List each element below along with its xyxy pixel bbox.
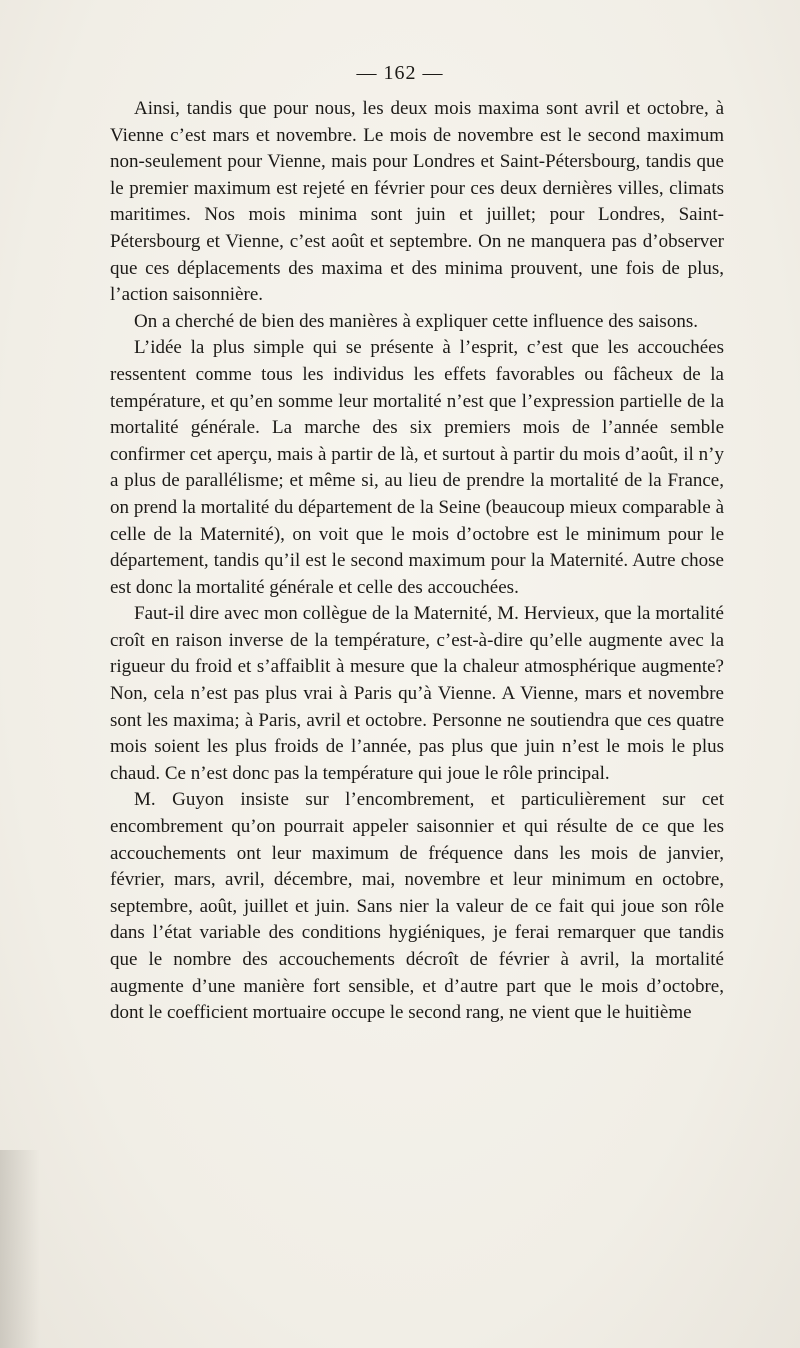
paragraph-3: L’idée la plus simple qui se présente à l’esprit, c’est que les accouchées ressentent comme tous les individus les effets favorables ou fâcheux de la température, et qu’en somme leur mortalité n’est que l’expression partielle de la mortalité générale. La marche des six premiers mois de l’année semble confirmer cet aperçu, mais à partir de là, et surtout à partir du mois d’août, il n’y a plus de parallélisme; et même si, au lieu de prendre la mortalité de la France, on prend la mortalité du département de la Seine (beaucoup mieux comparable à celle de la Maternité), on voit que le mois d’octobre est le minimum pour le département, tandis qu’il est le second maximum pour la Maternité. Autre chose est donc la mortalité générale et celle des accouchées. — [110, 337, 724, 598]
paragraph-5: M. Guyon insiste sur l’encombrement, et particulièrement sur cet encombrement qu’on pourrait appeler saisonnier et qui résulte de ce que les accouchements ont leur maximum de fréquence dans les mois de janvier, février, mars, avril, décembre, mai, novembre et leur minimum en octobre, septembre, août, juillet et juin. Sans nier la valeur de ce fait qui joue son rôle dans l’état variable des conditions hygiéniques, je ferai remarquer que tandis que le nombre des accouchements décroît de février à avril, la mortalité augmente d’une manière fort sensible, et d’autre part que le mois d’octobre, dont le coefficient mortuaire occupe le second rang, ne vient que le huitième — [110, 789, 724, 1024]
page-number: — 162 — — [356, 62, 444, 84]
body-text — [110, 96, 724, 1027]
paragraph-1: Ainsi, tandis que pour nous, les deux mois maxima sont avril et octobre, à Vienne c’est mars et novembre. Le mois de novembre est le second maximum non-seulement pour Vienne, mais pour Londres et Saint-Pétersbourg, tandis que le premier maximum est rejeté en février pour ces deux dernières villes, climats maritimes. Nos mois minima sont juin et juillet; pour Londres, Saint-Pétersbourg et Vienne, c’est août et septembre. On ne manquera pas d’observer que ces déplacements des maxima et des minima prouvent, une fois de plus, l’action saisonnière. — [110, 98, 724, 306]
paragraph-4: Faut-il dire avec mon collègue de la Maternité, M. Hervieux, que la mortalité croît en raison inverse de la température, c’est-à-dire qu’elle augmente avec la rigueur du froid et s’affaiblit à mesure que la chaleur atmosphérique augmente? Non, cela n’est pas plus vrai à Paris qu’à Vienne. A Vienne, mars et novembre sont les maxima; à Paris, avril et octobre. Personne ne soutiendra que ces quatre mois soient les plus froids de l’année, pas plus que juin n’est le mois le plus chaud. Ce n’est donc pas la température qui joue le rôle principal. — [110, 603, 724, 784]
page-edge-shadow — [0, 1150, 40, 1348]
paragraph-2: On a cherché de bien des manières à expliquer cette influence des saisons. — [134, 310, 698, 332]
